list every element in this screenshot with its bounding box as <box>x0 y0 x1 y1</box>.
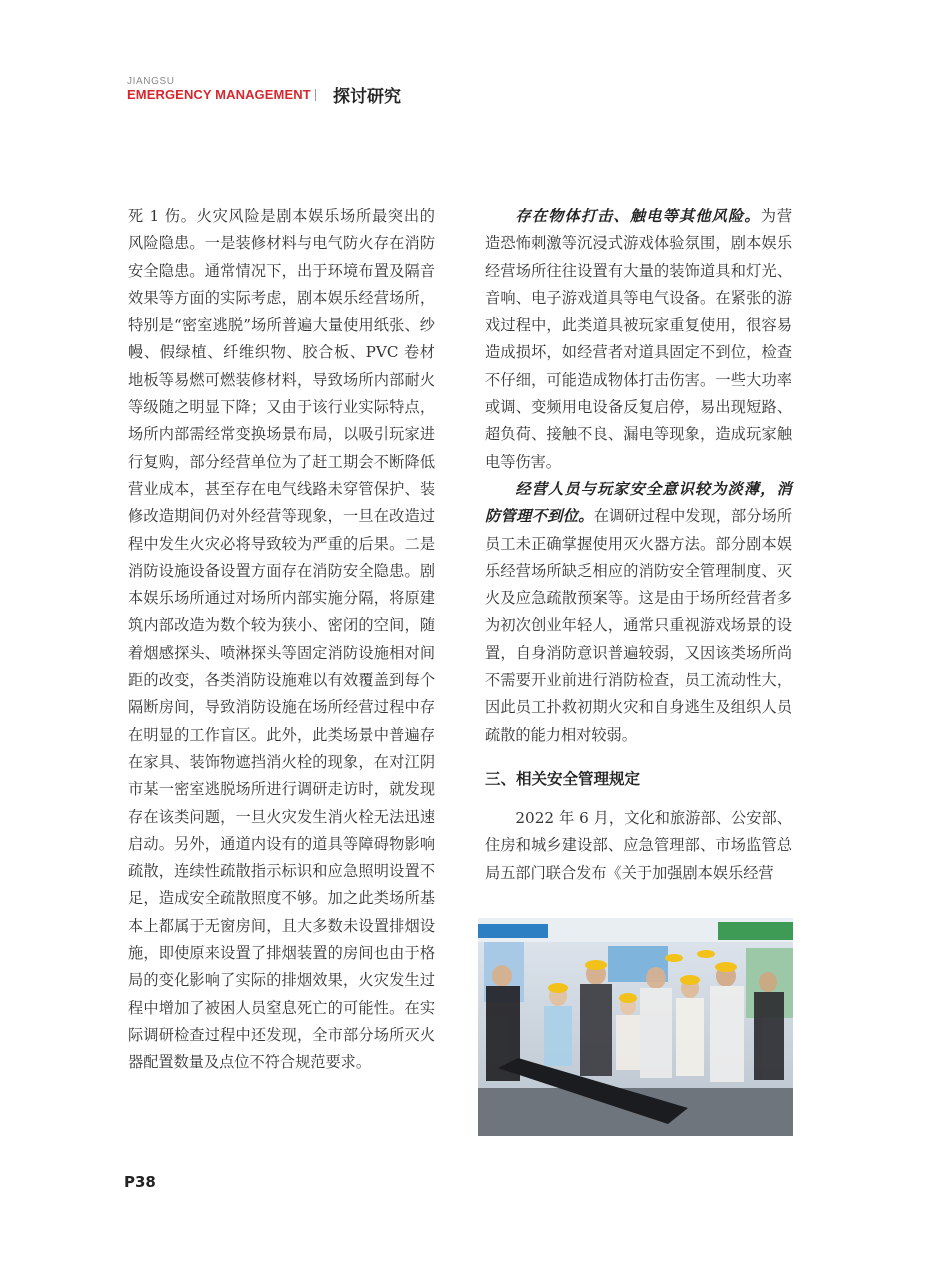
article-photo <box>478 918 793 1136</box>
photo-illustration <box>478 918 793 1136</box>
paragraph-lead: 存在物体打击、触电等其他风险。 <box>515 207 761 225</box>
section-title: 探讨研究 <box>333 87 401 107</box>
section-heading: 三、相关安全管理规定 <box>485 769 641 788</box>
paragraph-physical-risk <box>485 203 792 476</box>
header-divider <box>315 89 316 101</box>
left-column <box>128 203 435 1077</box>
page-number: P38 <box>124 1173 156 1191</box>
paragraph-safety-awareness <box>485 476 792 749</box>
right-column <box>485 203 792 887</box>
left-paragraph: 死 1 伤。火灾风险是剧本娱乐场所最突出的风险隐患。一是装修材料与电气防火存在消防安全隐患。通常情况下，出于环境布置及隔音效果等方面的实际考虑，剧本娱乐经营场所，特别是“密室逃脱”场所普遍大量使用纸张、纱幔、假绿植、纤维织物、胶合板、PVC 卷材地板等易燃可燃装修材料，导致场所内部耐火等级随之明显下降；又由于该行业实际特点，场所内部需经常变换场景布局，以吸引玩家进行复购，部分经营单位为了赶工期会不断降低营业成本，甚至存在电气线路未穿管保护、装修改造期间仍对外经营等现象，一旦在改造过程中发生火灾必将导致较为严重的后果。二是消防设施设备设置方面存在消防安全隐患。剧本娱乐场所通过对场所内部实施分隔，将原建筑内部改造为数个较为狭小、密闭的空间，随着烟感探头、喷淋探头等固定消防设施相对间距的改变，各类消防设施难以有效覆盖到每个隔断房间，导致消防设施在场所经营过程中存在明显的工作盲区。此外，此类场景中普遍存在家具、装饰物遮挡消火栓的现象，在对江阴市某一密室逃脱场所进行调研走访时，就发现存在该类问题，一旦火灾发生消火栓无法迅速启动。另外，通道内设有的道具等障碍物影响疏散，连续性疏散指示标识和应急照明设置不足，造成安全疏散照度不够。加之此类场所基本上都属于无窗房间，且大多数未设置排烟设施，即使原来设置了排烟装置的房间也由于格局的变化影响了实际的排烟效果，火灾发生过程中增加了被困人员窒息死亡的可能性。在实际调研检查过程中还发现，全市部分场所灭火器配置数量及点位不符合规范要求。 <box>128 207 435 1072</box>
paragraph-lead: 经营人员与玩家安全意识较为淡薄，消防管理不到位。 <box>485 479 792 526</box>
paragraph-regulations: 2022 年 6 月，文化和旅游部、公安部、住房和城乡建设部、应急管理部、市场监管总局五部门联合发布《关于加强剧本娱乐经营 <box>485 808 792 882</box>
journal-name-top: JIANGSU <box>127 76 175 87</box>
paragraph-text: 在调研过程中发现，部分场所员工未正确掌握使用灭火器方法。部分剧本娱乐经营场所缺乏相应的消防安全管理制度、灭火及应急疏散预案等。这是由于场所经营者多为初次创业年轻人，通常只重视游戏场景的设置，自身消防意识普遍较弱，又因该类场所尚不需要开业前进行消防检查，员工流动性大，因此员工扑救初期火灾和自身逃生及组织人员疏散的能力相对较弱。 <box>485 507 793 744</box>
page-header <box>127 76 627 106</box>
paragraph-text: 为营造恐怖刺激等沉浸式游戏体验氛围，剧本娱乐经营场所往往设置有大量的装饰道具和灯光、音响、电子游戏道具等电气设备。在紧张的游戏过程中，此类道具被玩家重复使用，很容易造成损坏，如经营者对道具固定不到位，检查不仔细，可能造成物体打击伤害。一些大功率或调、变频用电设备反复启停，易出现短路、超负荷、接触不良、漏电等现象，造成玩家触电等伤害。 <box>485 207 793 471</box>
journal-name-brand: EMERGENCY MANAGEMENT <box>127 87 311 102</box>
